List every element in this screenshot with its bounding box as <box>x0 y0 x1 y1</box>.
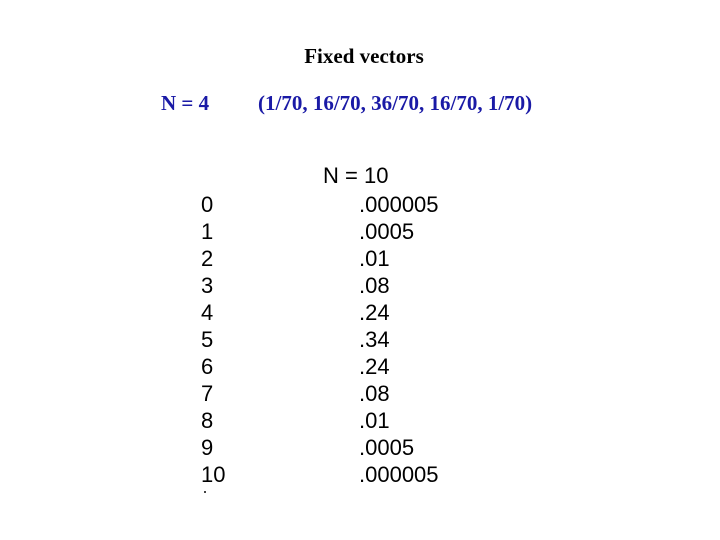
fixed-vector-n-label: N = 4 <box>161 91 210 115</box>
slide-title: Fixed vectors <box>304 44 424 68</box>
state-index: 3 <box>201 273 214 298</box>
state-index: 4 <box>201 300 214 325</box>
state-probability: .08 <box>359 381 390 406</box>
state-index: 1 <box>201 219 214 244</box>
state-index: 6 <box>201 354 214 379</box>
state-index: 9 <box>201 435 214 460</box>
state-probability: .24 <box>359 300 390 325</box>
state-index-column <box>201 191 225 488</box>
state-probability: .24 <box>359 354 390 379</box>
state-probability: .01 <box>359 246 390 271</box>
state-probability: .0005 <box>359 219 415 244</box>
state-probability: .000005 <box>359 192 439 217</box>
state-index: 7 <box>201 381 214 406</box>
state-probability: .000005 <box>359 462 439 487</box>
state-index: 2 <box>201 246 214 271</box>
fixed-vector-value: (1/70, 16/70, 36/70, 16/70, 1/70) <box>258 91 533 115</box>
distribution-header: N = 10 <box>323 163 389 188</box>
stray-dot <box>204 491 206 493</box>
state-probability: .08 <box>359 273 390 298</box>
probability-column <box>359 191 439 488</box>
state-index: 5 <box>201 327 214 352</box>
state-index: 10 <box>201 462 226 487</box>
state-index: 0 <box>201 192 214 217</box>
state-index: 8 <box>201 408 214 433</box>
state-probability: .34 <box>359 327 390 352</box>
state-probability: .0005 <box>359 435 415 460</box>
state-probability: .01 <box>359 408 390 433</box>
